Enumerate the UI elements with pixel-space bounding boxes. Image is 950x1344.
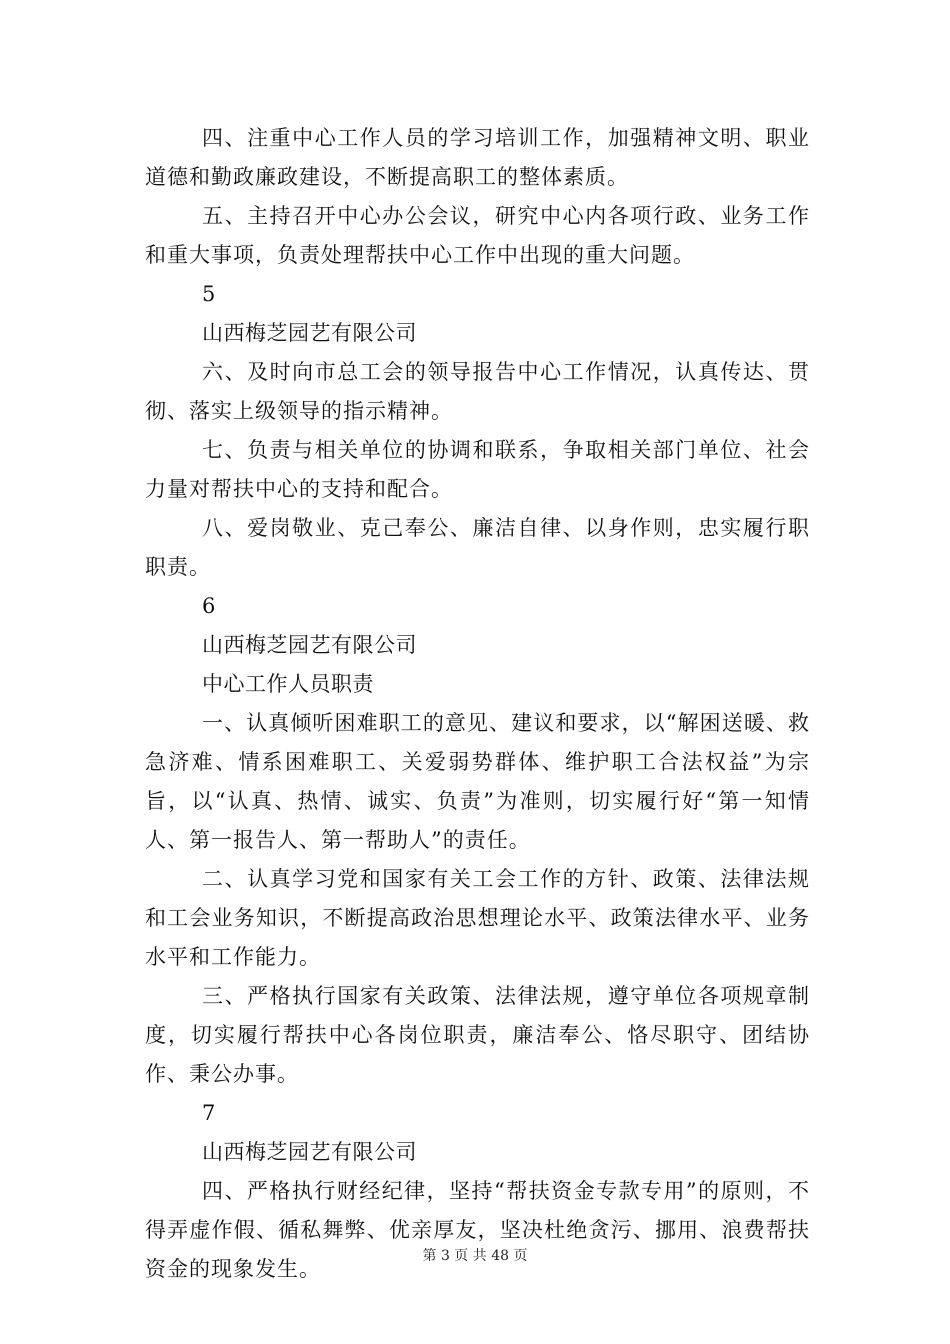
page-footer: 第 3 页 共 48 页 — [422, 1248, 528, 1264]
company-name: 山西梅芝园艺有限公司 — [202, 1140, 417, 1164]
page-marker-number: 5 — [202, 282, 216, 306]
paragraph: 五、主持召开中心办公会议，研究中心内各项行政、业务工作和重大事项，负责处理帮扶中心工作中出现的重大问题。 — [145, 204, 810, 267]
paragraph: 七、负责与相关单位的协调和联系，争取相关部门单位、社会力量对帮扶中心的支持和配合。 — [145, 438, 810, 501]
section-heading: 中心工作人员职责 — [202, 672, 374, 696]
paragraph: 一、认真倾听困难职工的意见、建议和要求，以“解困送暖、救急济难、情系困难职工、关爱弱势群体、维护职工合法权益”为宗旨，以“认真、热情、诚实、负责”为准则，切实履行好“第一知情人、第一报告人、第一帮助人”的责任。 — [145, 711, 810, 852]
paragraph: 八、爱岗敬业、克己奉公、廉洁自律、以身作则，忠实履行职职责。 — [145, 516, 810, 579]
company-name: 山西梅芝园艺有限公司 — [202, 321, 417, 345]
document-body — [145, 119, 810, 1289]
paragraph: 四、严格执行财经纪律，坚持“帮扶资金专款专用”的原则，不得弄虚作假、循私舞弊、优亲厚友，坚决杜绝贪污、挪用、浪费帮扶资金的现象发生。 — [145, 1179, 810, 1281]
company-name: 山西梅芝园艺有限公司 — [202, 633, 417, 657]
paragraph: 二、认真学习党和国家有关工会工作的方针、政策、法律法规和工会业务知识，不断提高政治思想理论水平、政策法律水平、业务水平和工作能力。 — [145, 867, 810, 969]
page-marker-number: 7 — [202, 1101, 216, 1125]
paragraph: 三、严格执行国家有关政策、法律法规，遵守单位各项规章制度，切实履行帮扶中心各岗位职责，廉洁奉公、恪尽职守、团结协作、秉公办事。 — [145, 984, 810, 1086]
page-marker-number: 6 — [202, 594, 216, 618]
paragraph: 六、及时向市总工会的领导报告中心工作情况，认真传达、贯彻、落实上级领导的指示精神。 — [145, 360, 810, 423]
paragraph: 四、注重中心工作人员的学习培训工作，加强精神文明、职业道德和勤政廉政建设，不断提高职工的整体素质。 — [145, 126, 810, 189]
